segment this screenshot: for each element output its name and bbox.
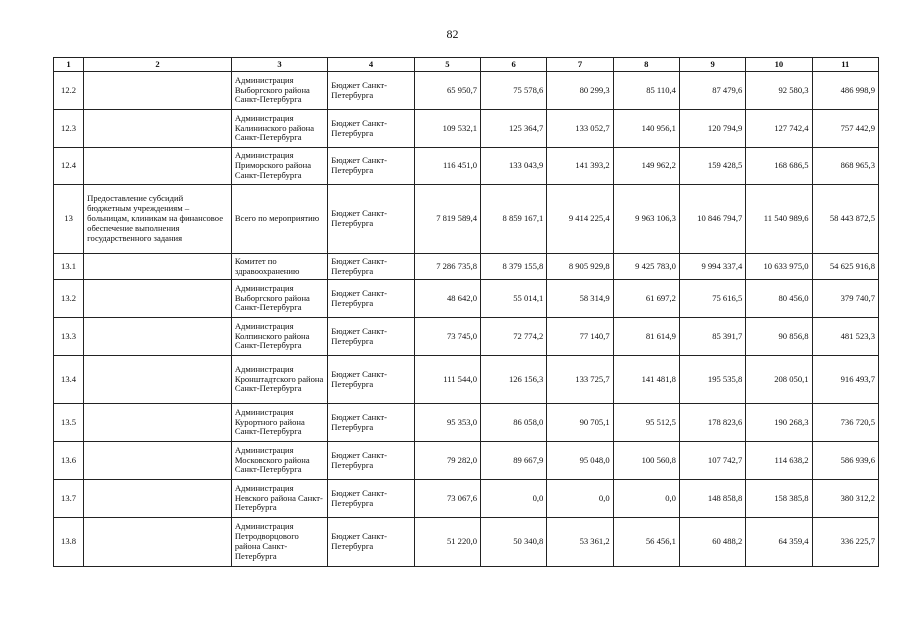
measure-cell <box>84 404 232 442</box>
value-cell: 56 456,1 <box>613 518 679 567</box>
value-cell: 7 819 589,4 <box>414 185 480 254</box>
source-cell: Бюджет Санкт-Петербурга <box>328 318 414 356</box>
column-header: 1 <box>54 58 84 72</box>
value-cell: 107 742,7 <box>679 442 745 480</box>
value-cell: 736 720,5 <box>812 404 878 442</box>
value-cell: 58 314,9 <box>547 280 613 318</box>
value-cell: 53 361,2 <box>547 518 613 567</box>
value-cell: 54 625 916,8 <box>812 254 878 280</box>
table-row <box>54 318 879 356</box>
measure-cell <box>84 148 232 185</box>
row-number: 12.3 <box>54 110 84 148</box>
value-cell: 141 393,2 <box>547 148 613 185</box>
column-header: 9 <box>679 58 745 72</box>
value-cell: 190 268,3 <box>746 404 812 442</box>
value-cell: 8 859 167,1 <box>481 185 547 254</box>
executor-cell: Администрация Кронштадтского района Санкт-Петербурга <box>231 356 327 404</box>
value-cell: 8 905 929,8 <box>547 254 613 280</box>
measure-cell <box>84 442 232 480</box>
value-cell: 120 794,9 <box>679 110 745 148</box>
value-cell: 379 740,7 <box>812 280 878 318</box>
value-cell: 481 523,3 <box>812 318 878 356</box>
row-number: 13.6 <box>54 442 84 480</box>
measure-cell <box>84 280 232 318</box>
value-cell: 125 364,7 <box>481 110 547 148</box>
value-cell: 148 858,8 <box>679 480 745 518</box>
measure-cell <box>84 518 232 567</box>
column-header: 7 <box>547 58 613 72</box>
value-cell: 168 686,5 <box>746 148 812 185</box>
value-cell: 141 481,8 <box>613 356 679 404</box>
measure-cell <box>84 480 232 518</box>
table-row <box>54 442 879 480</box>
column-header: 10 <box>746 58 812 72</box>
value-cell: 0,0 <box>481 480 547 518</box>
value-cell: 111 544,0 <box>414 356 480 404</box>
value-cell: 58 443 872,5 <box>812 185 878 254</box>
value-cell: 80 456,0 <box>746 280 812 318</box>
value-cell: 90 705,1 <box>547 404 613 442</box>
value-cell: 95 512,5 <box>613 404 679 442</box>
value-cell: 208 050,1 <box>746 356 812 404</box>
row-number: 12.4 <box>54 148 84 185</box>
value-cell: 92 580,3 <box>746 72 812 110</box>
value-cell: 159 428,5 <box>679 148 745 185</box>
value-cell: 60 488,2 <box>679 518 745 567</box>
value-cell: 73 067,6 <box>414 480 480 518</box>
measure-cell <box>84 356 232 404</box>
table-row <box>54 518 879 567</box>
value-cell: 868 965,3 <box>812 148 878 185</box>
value-cell: 10 633 975,0 <box>746 254 812 280</box>
value-cell: 916 493,7 <box>812 356 878 404</box>
row-number: 13.3 <box>54 318 84 356</box>
row-number: 13.7 <box>54 480 84 518</box>
value-cell: 116 451,0 <box>414 148 480 185</box>
value-cell: 77 140,7 <box>547 318 613 356</box>
value-cell: 64 359,4 <box>746 518 812 567</box>
value-cell: 127 742,4 <box>746 110 812 148</box>
value-cell: 55 014,1 <box>481 280 547 318</box>
value-cell: 7 286 735,8 <box>414 254 480 280</box>
executor-cell: Администрация Петродворцового района Санкт-Петербурга <box>231 518 327 567</box>
value-cell: 586 939,6 <box>812 442 878 480</box>
table-row <box>54 356 879 404</box>
value-cell: 133 725,7 <box>547 356 613 404</box>
value-cell: 87 479,6 <box>679 72 745 110</box>
column-header: 3 <box>231 58 327 72</box>
table-row <box>54 254 879 280</box>
executor-cell: Администрация Приморского района Санкт-Петербурга <box>231 148 327 185</box>
value-cell: 158 385,8 <box>746 480 812 518</box>
executor-cell: Администрация Московского района Санкт-Петербурга <box>231 442 327 480</box>
table-row <box>54 404 879 442</box>
source-cell: Бюджет Санкт-Петербурга <box>328 404 414 442</box>
value-cell: 79 282,0 <box>414 442 480 480</box>
value-cell: 9 414 225,4 <box>547 185 613 254</box>
source-cell: Бюджет Санкт-Петербурга <box>328 110 414 148</box>
value-cell: 100 560,8 <box>613 442 679 480</box>
value-cell: 0,0 <box>613 480 679 518</box>
value-cell: 51 220,0 <box>414 518 480 567</box>
value-cell: 80 299,3 <box>547 72 613 110</box>
table-row <box>54 480 879 518</box>
value-cell: 0,0 <box>547 480 613 518</box>
value-cell: 48 642,0 <box>414 280 480 318</box>
page-number: 82 <box>446 27 459 41</box>
value-cell: 81 614,9 <box>613 318 679 356</box>
table-row <box>54 280 879 318</box>
value-cell: 50 340,8 <box>481 518 547 567</box>
value-cell: 133 052,7 <box>547 110 613 148</box>
value-cell: 486 998,9 <box>812 72 878 110</box>
column-header: 5 <box>414 58 480 72</box>
row-number: 13.2 <box>54 280 84 318</box>
column-header: 4 <box>328 58 414 72</box>
source-cell: Бюджет Санкт-Петербурга <box>328 72 414 110</box>
value-cell: 85 391,7 <box>679 318 745 356</box>
executor-cell: Комитет по здравоохранению <box>231 254 327 280</box>
source-cell: Бюджет Санкт-Петербурга <box>328 185 414 254</box>
row-number: 12.2 <box>54 72 84 110</box>
value-cell: 336 225,7 <box>812 518 878 567</box>
executor-cell: Администрация Выборгского района Санкт-Петербурга <box>231 72 327 110</box>
measure-cell <box>84 318 232 356</box>
source-cell: Бюджет Санкт-Петербурга <box>328 442 414 480</box>
row-number: 13.1 <box>54 254 84 280</box>
value-cell: 109 532,1 <box>414 110 480 148</box>
budget-table <box>53 57 879 567</box>
value-cell: 149 962,2 <box>613 148 679 185</box>
column-header: 2 <box>84 58 232 72</box>
value-cell: 75 578,6 <box>481 72 547 110</box>
measure-cell <box>84 72 232 110</box>
value-cell: 10 846 794,7 <box>679 185 745 254</box>
column-header: 11 <box>812 58 878 72</box>
value-cell: 11 540 989,6 <box>746 185 812 254</box>
table-row <box>54 72 879 110</box>
value-cell: 85 110,4 <box>613 72 679 110</box>
value-cell: 9 425 783,0 <box>613 254 679 280</box>
table-row <box>54 185 879 254</box>
value-cell: 114 638,2 <box>746 442 812 480</box>
source-cell: Бюджет Санкт-Петербурга <box>328 356 414 404</box>
executor-cell: Всего по мероприятию <box>231 185 327 254</box>
header-row <box>54 58 879 72</box>
measure-cell: Предоставление субсидий бюджетным учреждениям – больницам, клиникам на финансовое обеспечение выполнения государственного задания <box>84 185 232 254</box>
source-cell: Бюджет Санкт-Петербурга <box>328 148 414 185</box>
executor-cell: Администрация Колпинского района Санкт-Петербурга <box>231 318 327 356</box>
executor-cell: Администрация Выборгского района Санкт-Петербурга <box>231 280 327 318</box>
executor-cell: Администрация Калининского района Санкт-Петербурга <box>231 110 327 148</box>
value-cell: 72 774,2 <box>481 318 547 356</box>
value-cell: 73 745,0 <box>414 318 480 356</box>
source-cell: Бюджет Санкт-Петербурга <box>328 518 414 567</box>
row-number: 13.8 <box>54 518 84 567</box>
row-number: 13.4 <box>54 356 84 404</box>
source-cell: Бюджет Санкт-Петербурга <box>328 280 414 318</box>
value-cell: 95 048,0 <box>547 442 613 480</box>
source-cell: Бюджет Санкт-Петербурга <box>328 480 414 518</box>
executor-cell: Администрация Курортного района Санкт-Петербурга <box>231 404 327 442</box>
row-number: 13 <box>54 185 84 254</box>
value-cell: 89 667,9 <box>481 442 547 480</box>
value-cell: 195 535,8 <box>679 356 745 404</box>
measure-cell <box>84 254 232 280</box>
value-cell: 9 994 337,4 <box>679 254 745 280</box>
row-number: 13.5 <box>54 404 84 442</box>
value-cell: 140 956,1 <box>613 110 679 148</box>
value-cell: 75 616,5 <box>679 280 745 318</box>
measure-cell <box>84 110 232 148</box>
value-cell: 178 823,6 <box>679 404 745 442</box>
value-cell: 65 950,7 <box>414 72 480 110</box>
value-cell: 8 379 155,8 <box>481 254 547 280</box>
value-cell: 757 442,9 <box>812 110 878 148</box>
value-cell: 126 156,3 <box>481 356 547 404</box>
table-body <box>54 72 879 567</box>
value-cell: 95 353,0 <box>414 404 480 442</box>
value-cell: 61 697,2 <box>613 280 679 318</box>
value-cell: 133 043,9 <box>481 148 547 185</box>
value-cell: 86 058,0 <box>481 404 547 442</box>
value-cell: 90 856,8 <box>746 318 812 356</box>
source-cell: Бюджет Санкт-Петербурга <box>328 254 414 280</box>
value-cell: 9 963 106,3 <box>613 185 679 254</box>
executor-cell: Администрация Невского района Санкт-Петербурга <box>231 480 327 518</box>
column-header: 8 <box>613 58 679 72</box>
column-header: 6 <box>481 58 547 72</box>
table-row <box>54 110 879 148</box>
table-row <box>54 148 879 185</box>
value-cell: 380 312,2 <box>812 480 878 518</box>
